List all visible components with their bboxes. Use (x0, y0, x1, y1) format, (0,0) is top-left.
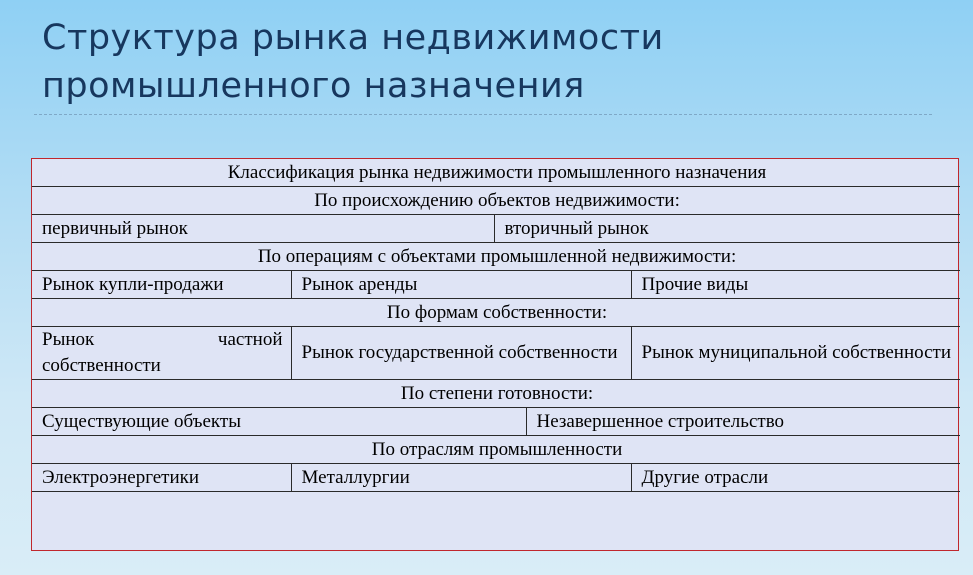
operations-sale-cell: Рынок купли-продажи (32, 271, 291, 299)
industries-heading-cell: По отраслям промышленности (32, 436, 960, 464)
operations-heading-cell: По операциям с объектами промышленной недвижимости: (32, 243, 960, 271)
industries-other-cell: Другие отрасли (631, 464, 960, 492)
readiness-unfinished-cell: Незавершенное строительство (526, 408, 960, 436)
ownership-municipal-cell: Рынок муниципальной собственности (631, 327, 960, 380)
slide-title-line-2: промышленного назначения (42, 66, 585, 106)
origin-secondary-cell: вторичный рынок (494, 215, 960, 243)
classification-table (32, 159, 960, 492)
operations-other-cell: Прочие виды (631, 271, 960, 299)
origin-heading-cell: По происхождению объектов недвижимости: (32, 187, 960, 215)
ownership-state-cell: Рынок государственной собственности (291, 327, 631, 380)
table-header-cell: Классификация рынка недвижимости промышленного назначения (32, 159, 960, 187)
readiness-heading-row (32, 380, 960, 408)
origin-values-row (32, 215, 960, 243)
classification-table-frame (31, 158, 959, 551)
industries-energy-cell: Электроэнергетики (32, 464, 291, 492)
ownership-values-row (32, 327, 960, 380)
origin-primary-cell: первичный рынок (32, 215, 494, 243)
readiness-values-row (32, 408, 960, 436)
operations-heading-row (32, 243, 960, 271)
readiness-existing-cell: Существующие объекты (32, 408, 526, 436)
slide-title-line-1: Структура рынка недвижимости (42, 18, 664, 58)
industries-metallurgy-cell: Металлургии (291, 464, 631, 492)
ownership-private-cell: Рынок частной собственности (32, 327, 291, 380)
industries-heading-row (32, 436, 960, 464)
table-header-row (32, 159, 960, 187)
ownership-heading-cell: По формам собственности: (32, 299, 960, 327)
industries-values-row (32, 464, 960, 492)
origin-heading-row (32, 187, 960, 215)
readiness-heading-cell: По степени готовности: (32, 380, 960, 408)
title-divider (34, 114, 932, 115)
slide-title (42, 14, 664, 110)
ownership-heading-row (32, 299, 960, 327)
operations-rent-cell: Рынок аренды (291, 271, 631, 299)
operations-values-row (32, 271, 960, 299)
